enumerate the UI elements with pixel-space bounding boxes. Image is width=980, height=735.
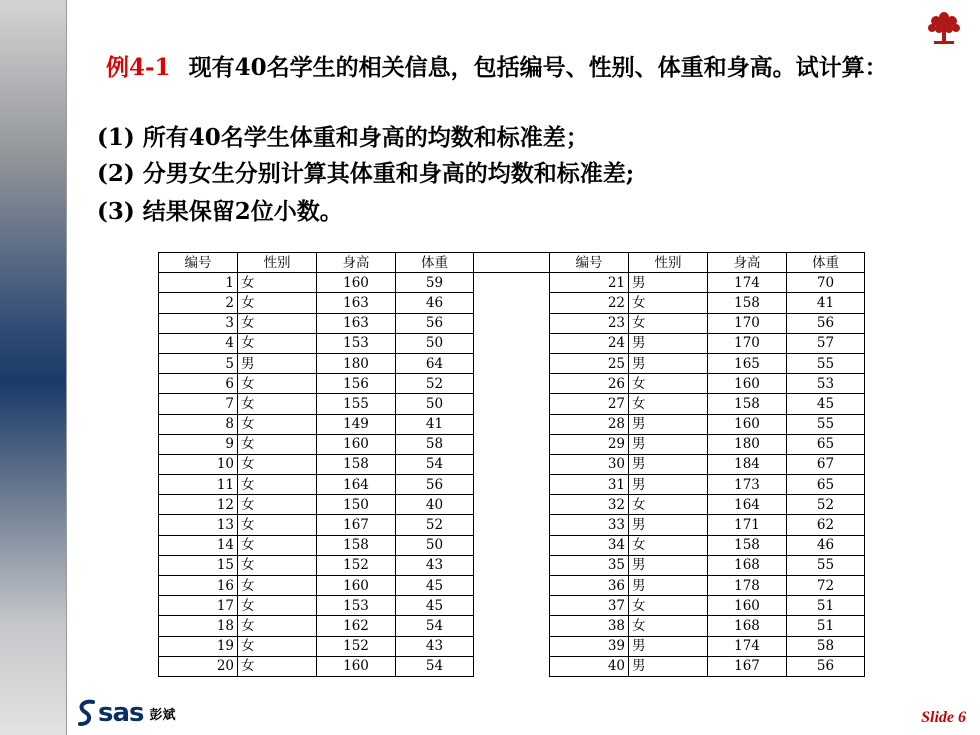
sas-logo-text: sas [98, 698, 144, 728]
cell-height: 174 [708, 636, 787, 656]
cell-height: 160 [708, 374, 787, 394]
cell-id: 4 [159, 333, 238, 353]
cell-weight: 72 [787, 576, 865, 596]
cell-id: 17 [159, 596, 238, 616]
table-row [159, 333, 865, 353]
cell-height: 153 [317, 596, 396, 616]
cell-height: 168 [708, 616, 787, 636]
left-sidebar-gradient [0, 0, 67, 735]
cell-sex: 女 [238, 555, 317, 575]
cell-weight: 45 [787, 394, 865, 414]
cell-sex: 男 [629, 353, 708, 373]
header-sex-left: 性别 [238, 253, 317, 273]
cell-sex: 女 [238, 273, 317, 293]
cell-weight: 55 [787, 353, 865, 373]
cell-sex: 女 [629, 535, 708, 555]
table-row [159, 353, 865, 373]
cell-height: 160 [317, 656, 396, 676]
cell-height: 167 [708, 656, 787, 676]
cell-id: 13 [159, 515, 238, 535]
header-id-right: 编号 [550, 253, 629, 273]
cell-height: 180 [708, 434, 787, 454]
cell-sex: 女 [629, 374, 708, 394]
cell-weight: 43 [396, 555, 474, 575]
cell-weight: 50 [396, 333, 474, 353]
table-gap [474, 394, 550, 414]
cell-id: 22 [550, 293, 629, 313]
cell-sex: 男 [238, 353, 317, 373]
cell-sex: 女 [238, 535, 317, 555]
cell-id: 8 [159, 414, 238, 434]
cell-sex: 女 [238, 495, 317, 515]
cell-sex: 女 [238, 454, 317, 474]
student-data-table [158, 252, 865, 677]
cell-id: 11 [159, 475, 238, 495]
cell-weight: 56 [787, 313, 865, 333]
cell-sex: 女 [238, 576, 317, 596]
cell-weight: 54 [396, 656, 474, 676]
cell-weight: 56 [396, 475, 474, 495]
cell-weight: 58 [396, 434, 474, 454]
cell-weight: 64 [396, 353, 474, 373]
cell-id: 34 [550, 535, 629, 555]
table-gap [474, 374, 550, 394]
cell-weight: 50 [396, 535, 474, 555]
table-row [159, 596, 865, 616]
cell-id: 39 [550, 636, 629, 656]
table-row [159, 535, 865, 555]
cell-sex: 男 [629, 414, 708, 434]
cell-id: 16 [159, 576, 238, 596]
cell-id: 30 [550, 454, 629, 474]
cell-sex: 男 [629, 656, 708, 676]
cell-sex: 女 [238, 313, 317, 333]
header-sex-right: 性别 [629, 253, 708, 273]
footer-logo [76, 697, 176, 729]
cell-sex: 女 [238, 394, 317, 414]
task-item-1: (1) 所有40名学生体重和身高的均数和标准差； [97, 124, 589, 151]
task-item-2: (2) 分男女生分别计算其体重和身高的均数和标准差; [97, 160, 635, 187]
cell-height: 170 [708, 333, 787, 353]
cell-weight: 41 [396, 414, 474, 434]
cell-id: 12 [159, 495, 238, 515]
cell-height: 158 [708, 394, 787, 414]
table-row [159, 273, 865, 293]
cell-id: 33 [550, 515, 629, 535]
cell-height: 156 [317, 374, 396, 394]
table-row [159, 495, 865, 515]
cell-height: 163 [317, 293, 396, 313]
table-gap [474, 616, 550, 636]
cell-weight: 45 [396, 576, 474, 596]
table-row [159, 374, 865, 394]
table-row [159, 293, 865, 313]
cell-id: 3 [159, 313, 238, 333]
cell-sex: 女 [238, 374, 317, 394]
cell-sex: 男 [629, 636, 708, 656]
table-gap [474, 273, 550, 293]
cell-height: 171 [708, 515, 787, 535]
cell-height: 164 [708, 495, 787, 515]
table-gap [474, 576, 550, 596]
cell-id: 28 [550, 414, 629, 434]
cell-id: 6 [159, 374, 238, 394]
cell-id: 36 [550, 576, 629, 596]
header-id-left: 编号 [159, 253, 238, 273]
cell-id: 29 [550, 434, 629, 454]
cell-weight: 59 [396, 273, 474, 293]
sas-swirl-icon [76, 699, 98, 727]
cell-id: 1 [159, 273, 238, 293]
cell-height: 160 [317, 273, 396, 293]
cell-id: 40 [550, 656, 629, 676]
cell-weight: 40 [396, 495, 474, 515]
cell-height: 158 [708, 293, 787, 313]
cell-weight: 46 [787, 535, 865, 555]
cell-weight: 53 [787, 374, 865, 394]
cell-id: 25 [550, 353, 629, 373]
table-gap [474, 313, 550, 333]
table-row [159, 656, 865, 676]
cell-height: 174 [708, 273, 787, 293]
cell-sex: 男 [629, 515, 708, 535]
cell-id: 21 [550, 273, 629, 293]
cell-id: 27 [550, 394, 629, 414]
cell-weight: 67 [787, 454, 865, 474]
cell-sex: 女 [238, 333, 317, 353]
cell-weight: 50 [396, 394, 474, 414]
cell-height: 160 [708, 414, 787, 434]
cell-id: 35 [550, 555, 629, 575]
table-gap [474, 535, 550, 555]
cell-weight: 56 [396, 313, 474, 333]
table-row [159, 616, 865, 636]
cell-sex: 女 [629, 313, 708, 333]
cell-id: 7 [159, 394, 238, 414]
cell-id: 20 [159, 656, 238, 676]
cell-weight: 46 [396, 293, 474, 313]
table-row [159, 394, 865, 414]
cell-sex: 男 [629, 273, 708, 293]
header-weight-left: 体重 [396, 253, 474, 273]
problem-text: 现有40名学生的相关信息，包括编号、性别、体重和身高。试计算： [188, 54, 888, 81]
cell-sex: 男 [629, 555, 708, 575]
table-gap [474, 454, 550, 474]
cell-height: 152 [317, 636, 396, 656]
cell-id: 9 [159, 434, 238, 454]
cell-id: 19 [159, 636, 238, 656]
cell-height: 164 [317, 475, 396, 495]
cell-weight: 54 [396, 454, 474, 474]
cell-sex: 女 [629, 596, 708, 616]
cell-id: 32 [550, 495, 629, 515]
cell-sex: 女 [238, 414, 317, 434]
table-gap [474, 414, 550, 434]
table-row [159, 454, 865, 474]
cell-id: 26 [550, 374, 629, 394]
table-row [159, 576, 865, 596]
table-gap [474, 515, 550, 535]
tree-icon [924, 8, 964, 48]
cell-weight: 45 [396, 596, 474, 616]
table-row [159, 515, 865, 535]
cell-height: 170 [708, 313, 787, 333]
table-gap [474, 636, 550, 656]
table-gap [474, 333, 550, 353]
cell-sex: 女 [238, 515, 317, 535]
cell-sex: 女 [238, 636, 317, 656]
cell-height: 152 [317, 555, 396, 575]
cell-height: 178 [708, 576, 787, 596]
cell-height: 165 [708, 353, 787, 373]
cell-sex: 女 [238, 293, 317, 313]
cell-id: 31 [550, 475, 629, 495]
cell-id: 18 [159, 616, 238, 636]
cell-id: 10 [159, 454, 238, 474]
cell-height: 149 [317, 414, 396, 434]
cell-weight: 54 [396, 616, 474, 636]
cell-sex: 男 [629, 333, 708, 353]
table-row [159, 636, 865, 656]
header-height-right: 身高 [708, 253, 787, 273]
table-gap [474, 475, 550, 495]
cell-sex: 男 [629, 434, 708, 454]
table-header-row [159, 253, 865, 273]
cell-weight: 58 [787, 636, 865, 656]
cell-height: 180 [317, 353, 396, 373]
cell-weight: 51 [787, 616, 865, 636]
cell-id: 38 [550, 616, 629, 636]
cell-sex: 女 [629, 616, 708, 636]
author-name: 彭斌 [149, 707, 176, 723]
cell-weight: 41 [787, 293, 865, 313]
table-row [159, 313, 865, 333]
table-row [159, 475, 865, 495]
cell-height: 155 [317, 394, 396, 414]
cell-height: 158 [317, 535, 396, 555]
cell-height: 160 [317, 576, 396, 596]
cell-sex: 女 [629, 495, 708, 515]
cell-height: 162 [317, 616, 396, 636]
example-label: 例4-1 [106, 54, 171, 81]
cell-height: 160 [708, 596, 787, 616]
cell-weight: 70 [787, 273, 865, 293]
table-gap [474, 353, 550, 373]
cell-sex: 女 [629, 394, 708, 414]
table-row [159, 414, 865, 434]
cell-weight: 52 [396, 515, 474, 535]
cell-weight: 52 [787, 495, 865, 515]
cell-height: 173 [708, 475, 787, 495]
task-item-3: (3) 结果保留2位小数。 [97, 198, 343, 225]
cell-height: 167 [317, 515, 396, 535]
table-row [159, 555, 865, 575]
table-gap [474, 596, 550, 616]
table-gap [474, 434, 550, 454]
problem-heading [94, 50, 954, 86]
cell-id: 37 [550, 596, 629, 616]
cell-id: 5 [159, 353, 238, 373]
table-gap [474, 495, 550, 515]
cell-sex: 男 [629, 475, 708, 495]
cell-height: 168 [708, 555, 787, 575]
header-height-left: 身高 [317, 253, 396, 273]
cell-height: 184 [708, 454, 787, 474]
cell-height: 158 [317, 454, 396, 474]
cell-height: 163 [317, 313, 396, 333]
table-gap [474, 555, 550, 575]
cell-id: 23 [550, 313, 629, 333]
cell-id: 15 [159, 555, 238, 575]
cell-sex: 女 [238, 475, 317, 495]
cell-weight: 56 [787, 656, 865, 676]
cell-height: 160 [317, 434, 396, 454]
cell-sex: 女 [238, 596, 317, 616]
cell-id: 24 [550, 333, 629, 353]
cell-weight: 52 [396, 374, 474, 394]
cell-weight: 51 [787, 596, 865, 616]
cell-sex: 女 [238, 434, 317, 454]
cell-height: 150 [317, 495, 396, 515]
cell-sex: 男 [629, 576, 708, 596]
cell-sex: 女 [238, 656, 317, 676]
cell-height: 158 [708, 535, 787, 555]
cell-sex: 男 [629, 454, 708, 474]
cell-sex: 女 [629, 293, 708, 313]
cell-weight: 65 [787, 434, 865, 454]
cell-id: 2 [159, 293, 238, 313]
cell-weight: 55 [787, 555, 865, 575]
cell-id: 14 [159, 535, 238, 555]
table-row [159, 434, 865, 454]
cell-weight: 65 [787, 475, 865, 495]
table-gap [474, 253, 550, 273]
cell-height: 153 [317, 333, 396, 353]
cell-weight: 55 [787, 414, 865, 434]
cell-sex: 女 [238, 616, 317, 636]
cell-weight: 62 [787, 515, 865, 535]
header-weight-right: 体重 [787, 253, 865, 273]
table-gap [474, 656, 550, 676]
cell-weight: 43 [396, 636, 474, 656]
cell-weight: 57 [787, 333, 865, 353]
table-gap [474, 293, 550, 313]
slide-number: Slide 6 [921, 709, 966, 726]
